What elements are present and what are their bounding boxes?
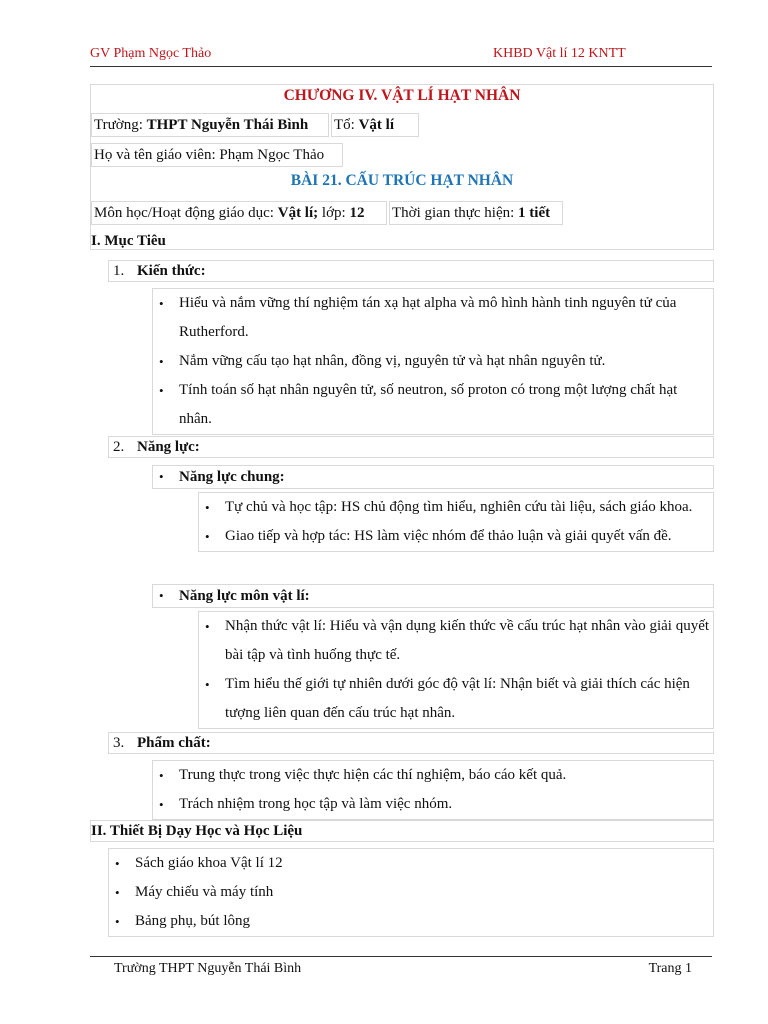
duration-label: Thời gian thực hiện: bbox=[392, 205, 519, 221]
bullet-icon: • bbox=[205, 677, 210, 692]
section2-title: II. Thiết Bị Dạy Học và Học Liệu bbox=[90, 820, 714, 842]
school-label: Trường: bbox=[94, 117, 147, 133]
footer-school: Trường THPT Nguyễn Thái Bình bbox=[114, 961, 302, 976]
bullet-icon: • bbox=[159, 768, 164, 783]
list-item bbox=[199, 493, 713, 522]
quality-list bbox=[152, 760, 714, 820]
quality-heading bbox=[108, 732, 714, 754]
bullet-icon: • bbox=[159, 296, 164, 311]
general-competence-list bbox=[198, 492, 714, 552]
list-item bbox=[199, 670, 713, 728]
list-item bbox=[199, 612, 713, 670]
teacher-label: Họ và tên giáo viên: bbox=[94, 147, 220, 163]
general-competence-heading bbox=[152, 465, 714, 489]
bullet-icon: • bbox=[205, 529, 210, 544]
list-item-text: Tính toán số hạt nhân nguyên tử, số neutron, số proton có trong một lượng chất hạt nhân. bbox=[179, 382, 678, 427]
list-item bbox=[153, 790, 713, 819]
list-item-text: Trung thực trong việc thực hiện các thí nghiệm, báo cáo kết quả. bbox=[179, 767, 567, 783]
bullet-icon: • bbox=[159, 469, 164, 484]
chapter-title: CHƯƠNG IV. VẬT LÍ HẠT NHÂN bbox=[283, 87, 521, 104]
bullet-icon: • bbox=[159, 797, 164, 812]
subject-label: Môn học/Hoạt động giáo dục: bbox=[94, 205, 278, 221]
bullet-icon: • bbox=[205, 619, 210, 634]
competence-number: 2. bbox=[113, 439, 125, 455]
header-document-title: KHBD Vật lí 12 KNTT bbox=[493, 46, 626, 61]
list-item bbox=[153, 466, 713, 488]
subject-value: Vật lí; bbox=[277, 205, 319, 221]
list-item-text: Sách giáo khoa Vật lí 12 bbox=[135, 855, 283, 871]
quality-title: Phẩm chất: bbox=[137, 735, 211, 751]
page-number: Trang 1 bbox=[648, 961, 692, 976]
list-item bbox=[109, 849, 713, 878]
list-item-text: Nắm vững cấu tạo hạt nhân, đồng vị, nguyên tử và hạt nhân nguyên tử. bbox=[179, 353, 606, 369]
list-item-text: Tìm hiểu thế giới tự nhiên dưới góc độ vật lí: Nhận biết và giải thích các hiện tượng liên quan đến cấu trúc hạt nhân. bbox=[225, 676, 690, 721]
list-item-text: Năng lực chung: bbox=[179, 469, 285, 485]
competence-heading bbox=[108, 436, 714, 458]
list-item-text: Bảng phụ, bút lông bbox=[135, 913, 250, 929]
school-cell bbox=[91, 113, 329, 137]
list-item bbox=[153, 761, 713, 790]
bullet-icon: • bbox=[159, 588, 164, 603]
bullet-icon: • bbox=[205, 500, 210, 515]
section1-title: I. Mục Tiêu bbox=[91, 233, 166, 249]
grade-value: 12 bbox=[349, 205, 365, 221]
list-item-text: Tự chủ và học tập: HS chủ động tìm hiểu, nghiên cứu tài liệu, sách giáo khoa. bbox=[225, 499, 693, 515]
list-item bbox=[109, 878, 713, 907]
page-header bbox=[90, 44, 712, 67]
list-item bbox=[153, 347, 713, 376]
equipment-list bbox=[108, 848, 714, 937]
bullet-icon: • bbox=[115, 885, 120, 900]
list-item-text: Hiểu và nắm vững thí nghiệm tán xạ hạt alpha và mô hình hành tinh nguyên tử của Rutherford. bbox=[179, 295, 677, 340]
list-item bbox=[109, 907, 713, 936]
teacher-name: Phạm Ngọc Thảo bbox=[219, 147, 325, 163]
duration-value: 1 tiết bbox=[518, 205, 551, 221]
bullet-icon: • bbox=[159, 354, 164, 369]
group-name: Vật lí bbox=[358, 117, 395, 133]
list-item bbox=[199, 522, 713, 551]
competence-title: Năng lực: bbox=[137, 439, 200, 455]
teacher-cell bbox=[91, 143, 343, 167]
knowledge-number: 1. bbox=[113, 263, 125, 279]
bullet-icon: • bbox=[159, 383, 164, 398]
list-item-text: Nhận thức vật lí: Hiểu và vận dụng kiến thức về cấu trúc hạt nhân vào giải quyết bài tập và tình huống thực tế. bbox=[225, 618, 710, 663]
page-footer bbox=[90, 956, 712, 987]
subject-cell bbox=[91, 201, 387, 225]
grade-label: lớp: bbox=[318, 205, 350, 221]
knowledge-title: Kiến thức: bbox=[137, 263, 206, 279]
lesson-title: BÀI 21. CẤU TRÚC HẠT NHÂN bbox=[290, 172, 514, 189]
header-author: GV Phạm Ngọc Thảo bbox=[90, 46, 212, 61]
bullet-icon: • bbox=[115, 856, 120, 871]
knowledge-list bbox=[152, 288, 714, 435]
group-label: Tổ: bbox=[334, 117, 359, 133]
list-item-text: Năng lực môn vật lí: bbox=[179, 588, 310, 604]
knowledge-heading bbox=[108, 260, 714, 282]
list-item bbox=[153, 585, 713, 607]
school-name: THPT Nguyễn Thái Bình bbox=[146, 117, 309, 133]
list-item bbox=[153, 376, 713, 434]
quality-number: 3. bbox=[113, 735, 125, 751]
lesson-info-block bbox=[90, 84, 714, 250]
physics-competence-heading bbox=[152, 584, 714, 608]
duration-cell bbox=[389, 201, 563, 225]
list-item bbox=[153, 289, 713, 347]
group-cell bbox=[331, 113, 419, 137]
list-item-text: Trách nhiệm trong học tập và làm việc nhóm. bbox=[179, 796, 453, 812]
list-item-text: Giao tiếp và hợp tác: HS làm việc nhóm để thảo luận và giải quyết vấn đề. bbox=[225, 528, 672, 544]
bullet-icon: • bbox=[115, 914, 120, 929]
physics-competence-list bbox=[198, 611, 714, 729]
list-item-text: Máy chiếu và máy tính bbox=[135, 884, 274, 900]
